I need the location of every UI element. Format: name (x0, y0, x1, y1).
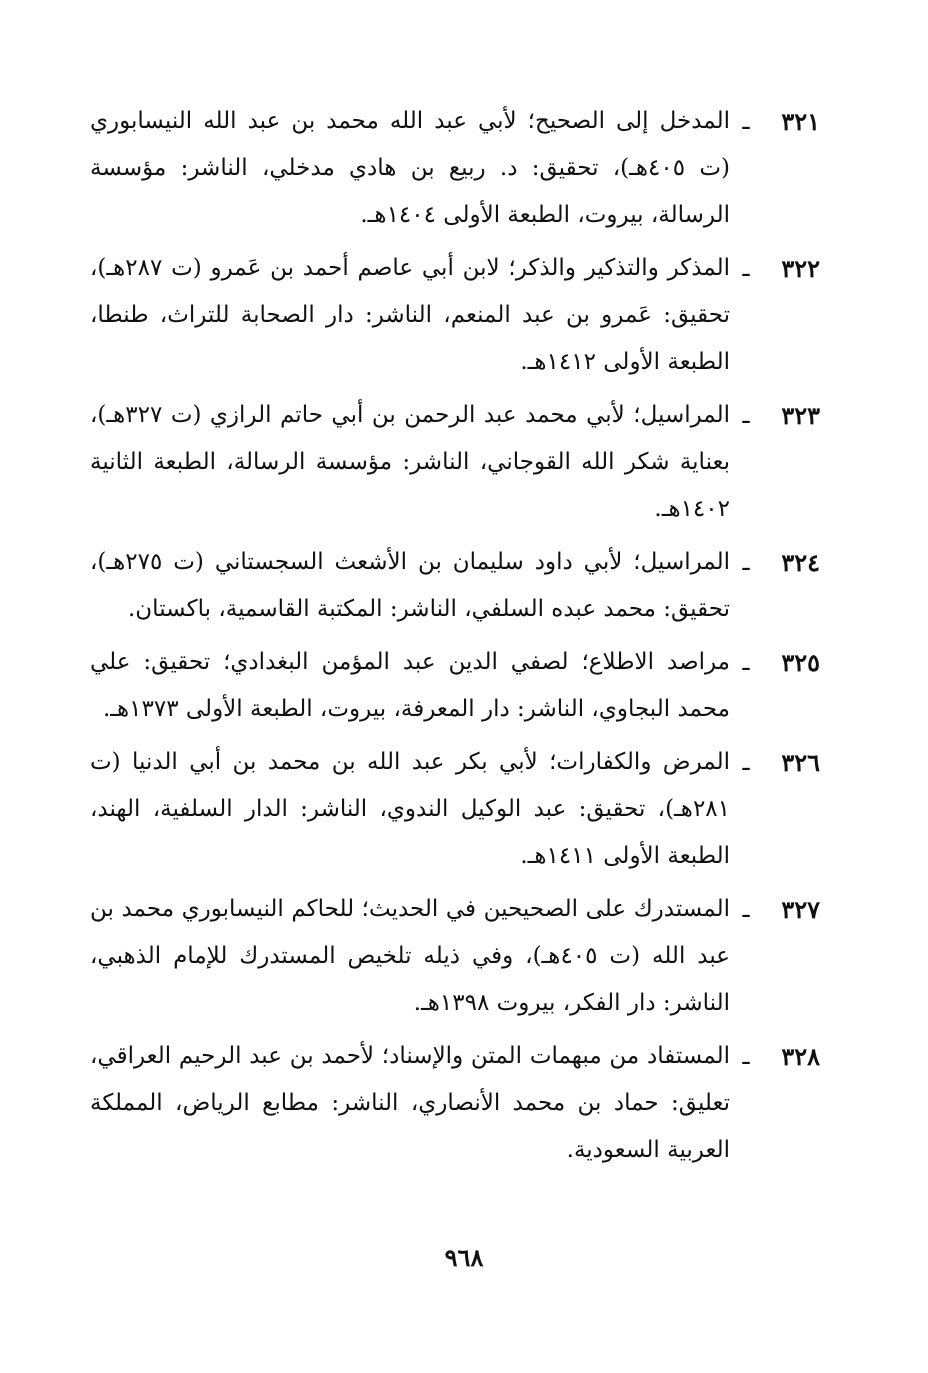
entry-text: المراسيل؛ لأبي محمد عبد الرحمن بن أبي حاتم الرازي (ت ٣٢٧هـ)، بعناية شكر الله القوجاني، الناشر: مؤسسة الرسالة، الطبعة الثانية ١٤٠٢هـ. (90, 402, 730, 522)
entry-text: المدخل إلى الصحيح؛ لأبي عبد الله محمد بن عبد الله النيسابوري (ت ٤٠٥هـ)، تحقيق: د. ربيع بن هادي مدخلي، الناشر: مؤسسة الرسالة، بيروت، الطبعة الأولى ١٤٠٤هـ. (90, 108, 730, 228)
entry-text: مراصد الاطلاع؛ لصفي الدين عبد المؤمن البغدادي؛ تحقيق: علي محمد البجاوي، الناشر: دار المعرفة، بيروت، الطبعة الأولى ١٣٧٣هـ. (90, 649, 730, 722)
bibliography-entry (90, 886, 820, 1027)
entry-number: ٣٢١ (781, 107, 820, 136)
page-number: ٩٦٨ (444, 1243, 484, 1272)
entry-number: ٣٢٨ (781, 1042, 820, 1071)
entry-text: المستفاد من مبهمات المتن والإسناد؛ لأحمد بن عبد الرحيم العراقي، تعليق: حماد بن محمد الأنصاري، الناشر: مطابع الرياض، المملكة العربية السعودية. (90, 1043, 730, 1163)
entry-text: المستدرك على الصحيحين في الحديث؛ للحاكم النيسابوري محمد بن عبد الله (ت ٤٠٥هـ)، وفي ذيله تلخيص المستدرك للإمام الذهبي، الناشر: دار الفكر، بيروت ١٣٩٨هـ. (90, 896, 731, 1016)
bibliography-entry (90, 739, 820, 880)
entry-text: المراسيل؛ لأبي داود سليمان بن الأشعث السجستاني (ت ٢٧٥هـ)، تحقيق: محمد عبده السلفي، الناشر: المكتبة القاسمية، باكستان. (90, 549, 730, 622)
bibliography-entry (90, 98, 820, 239)
entry-number: ٣٢٦ (781, 748, 820, 777)
entry-number: ٣٢٢ (781, 254, 820, 283)
entry-dash: ـ (742, 548, 750, 576)
entry-dash: ـ (742, 254, 750, 282)
bibliography-entry (90, 639, 820, 733)
bibliography-entry (90, 392, 820, 533)
entry-text: المذكر والتذكير والذكر؛ لابن أبي عاصم أحمد بن عَمرو (ت ٢٨٧هـ)، تحقيق: عَمرو بن عبد المنعم، الناشر: دار الصحابة للتراث، طنطا، الطبعة الأولى ١٤١٢هـ. (90, 255, 730, 375)
entry-dash: ـ (742, 895, 750, 923)
entry-text: المرض والكفارات؛ لأبي بكر عبد الله بن محمد بن أبي الدنيا (ت ٢٨١هـ)، تحقيق: عبد الوكيل الندوي، الناشر: الدار السلفية، الهند، الطبعة الأولى ١٤١١هـ. (90, 749, 730, 869)
entry-number: ٣٢٧ (781, 895, 820, 924)
entry-number: ٣٢٤ (781, 548, 820, 577)
entry-dash: ـ (742, 1042, 750, 1070)
bibliography-entry (90, 245, 820, 386)
entry-dash: ـ (742, 107, 750, 135)
bibliography-entry (90, 539, 820, 633)
entry-dash: ـ (742, 401, 750, 429)
entry-dash: ـ (742, 748, 750, 776)
entry-number: ٣٢٥ (781, 648, 820, 677)
bibliography-entry (90, 1033, 820, 1174)
entry-dash: ـ (742, 648, 750, 676)
entry-number: ٣٢٣ (781, 401, 820, 430)
bibliography-list (90, 98, 820, 1180)
